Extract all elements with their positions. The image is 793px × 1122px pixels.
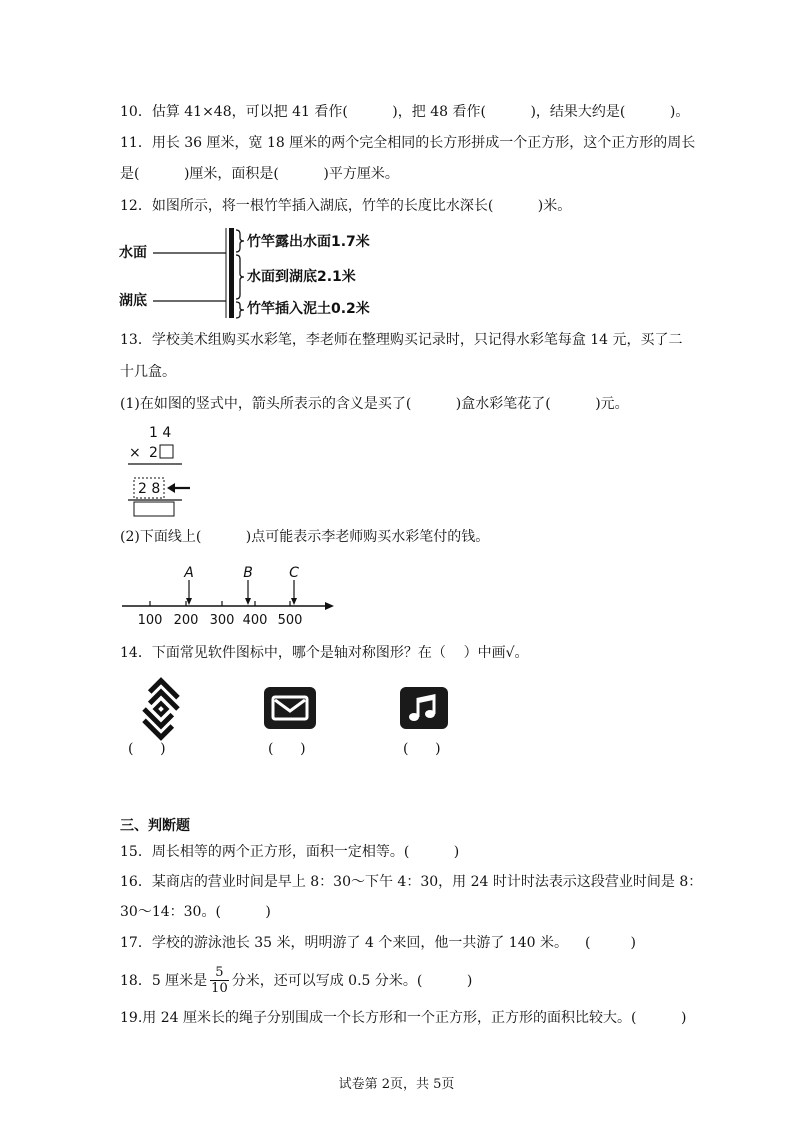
answer-blank-2: ( ) xyxy=(268,741,306,757)
tick-label-300: 300 xyxy=(209,613,235,628)
question-10: 10．估算 41×48，可以把 41 看作( )，把 48 看作( )，结果大约是( )。 xyxy=(120,104,690,120)
result-box xyxy=(134,502,174,516)
point-a-arrowhead xyxy=(186,598,192,605)
lake-bottom-label: 湖底 xyxy=(119,293,147,309)
question-11-line-1: 11．用长 36 厘米，宽 18 厘米的两个完全相同的长方形拼成一个正方形，这个正方形的周长 xyxy=(120,135,696,151)
point-b-arrowhead xyxy=(245,598,251,605)
question-12: 12．如图所示，将一根竹竿插入湖底，竹竿的长度比水深长( )米。 xyxy=(120,198,572,214)
multiplier-digit: 2 xyxy=(149,445,158,461)
brace-above-water xyxy=(236,230,244,252)
number-line-arrowhead xyxy=(325,602,334,610)
question-11-line-2: 是( )厘米，面积是( )平方厘米。 xyxy=(120,166,399,182)
pointer-arrow-head xyxy=(167,483,175,493)
point-c-arrowhead xyxy=(291,598,297,605)
question-16-line-1: 16．某商店的营业时间是早上 8：30～下午 4：30，用 24 时计时法表示这段营业时间是 8： xyxy=(120,874,703,890)
tick-label-500: 500 xyxy=(277,613,303,628)
point-c-label: C xyxy=(289,565,299,581)
question-17-blank: ( ) xyxy=(585,935,636,951)
question-13-part-2: (2)下面线上( )点可能表示李老师购买水彩笔付的钱。 xyxy=(120,529,490,545)
in-mud-label: 竹竿插入泥土0.2米 xyxy=(247,301,370,317)
music-note-icon xyxy=(399,686,449,730)
brace-water-depth xyxy=(236,255,244,299)
question-16-line-2: 30～14：30。( ) xyxy=(120,904,271,920)
bamboo-pole xyxy=(229,228,234,318)
bamboo-pole-diagram xyxy=(115,222,395,322)
question-13-line-1: 13．学校美术组购买水彩笔，李老师在整理购买记录时，只记得水彩笔每盒 14 元，买了二 xyxy=(120,332,683,348)
tick-label-200: 200 xyxy=(173,613,199,628)
brace-in-mud xyxy=(236,302,244,318)
answer-blank-3: ( ) xyxy=(403,741,441,757)
fraction-numerator: 5 xyxy=(215,964,224,980)
above-water-label: 竹竿露出水面1.7米 xyxy=(247,234,370,250)
section-title: 三、判断题 xyxy=(120,818,190,834)
water-surface-label: 水面 xyxy=(119,245,147,261)
mail-icon xyxy=(263,686,317,730)
tick-label-100: 100 xyxy=(137,613,163,628)
point-b-label: B xyxy=(243,565,253,581)
water-depth-label: 水面到湖底2.1米 xyxy=(247,269,356,285)
multiplicand: 1 4 xyxy=(149,425,172,441)
vertical-multiplication xyxy=(122,420,202,520)
point-a-label: A xyxy=(184,565,194,581)
question-15: 15．周长相等的两个正方形，面积一定相等。( ) xyxy=(120,844,460,860)
question-18 xyxy=(120,962,472,998)
number-line xyxy=(115,562,345,630)
tick-label-400: 400 xyxy=(242,613,268,628)
times-sign: × xyxy=(129,445,141,461)
question-17: 17．学校的游泳池长 35 米，明明游了 4 个来回，他一共游了 140 米。 xyxy=(120,935,568,951)
answer-blank-1: ( ) xyxy=(128,741,166,757)
fraction xyxy=(210,965,229,996)
fraction-denominator: 10 xyxy=(211,980,228,996)
question-18-prefix: 18．5 厘米是 xyxy=(120,973,208,989)
page-footer: 试卷第 2页，共 5页 xyxy=(338,1077,455,1092)
question-14: 14．下面常见软件图标中，哪个是轴对称图形？在（ ）中画√。 xyxy=(120,645,529,661)
question-13-part-1: (1)在如图的竖式中，箭头所表示的含义是买了( )盒水彩笔花了( )元。 xyxy=(120,396,629,412)
missing-digit-box xyxy=(160,445,173,458)
question-19: 19.用 24 厘米长的绳子分别围成一个长方形和一个正方形，正方形的面积比较大。( ) xyxy=(120,1010,687,1026)
partial-product: 2 8 xyxy=(138,481,161,497)
question-18-suffix: 分米，还可以写成 0.5 分米。( ) xyxy=(231,973,473,989)
question-13-line-2: 十几盒。 xyxy=(120,364,176,380)
china-mobile-icon xyxy=(130,680,192,738)
